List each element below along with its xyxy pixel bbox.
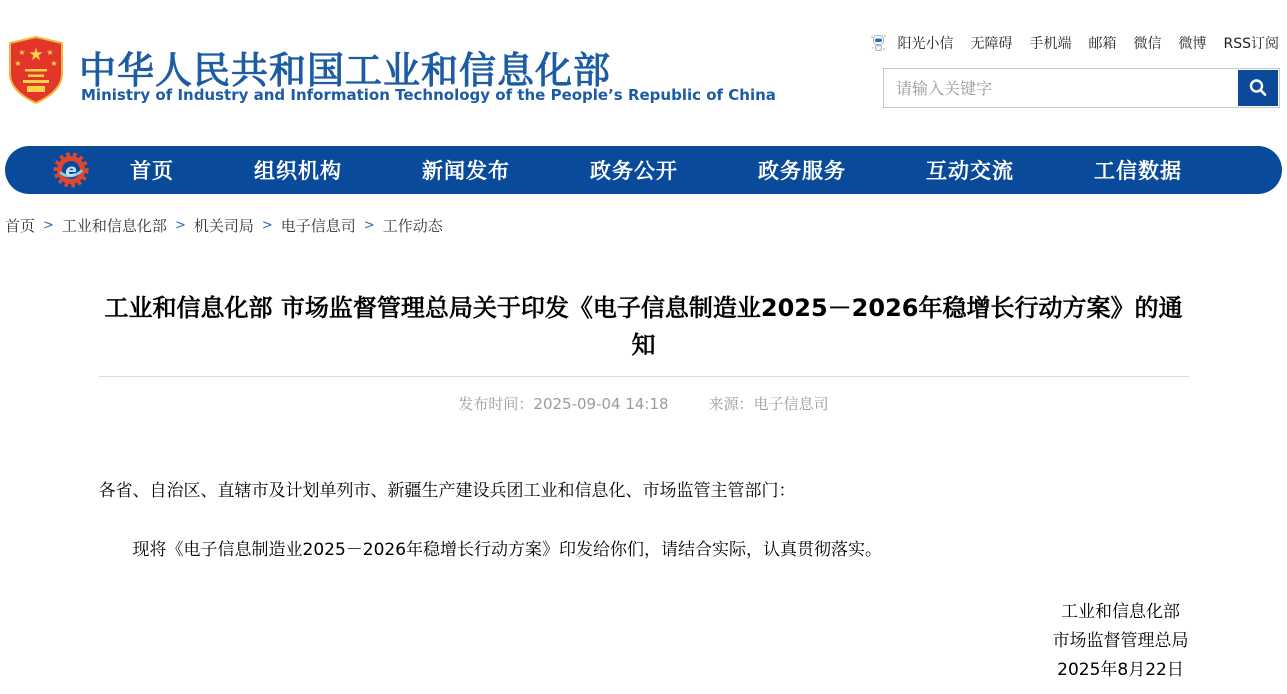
search-input[interactable]: [884, 69, 1236, 107]
svg-text:★: ★: [28, 45, 44, 65]
site-subtitle-en: Ministry of Industry and Information Technology of the People’s Republic of China: [81, 86, 776, 104]
utility-link-mail[interactable]: 邮箱: [1088, 36, 1117, 52]
breadcrumb-item-miit[interactable]: 工业和信息化部: [61, 217, 167, 235]
article-meta: [99, 393, 1189, 414]
site-header: [0, 0, 1287, 140]
national-emblem-icon: [8, 36, 64, 108]
article-paragraph-addressees: 各省、自治区、直辖市及计划单列市、新疆生产建设兵团工业和信息化、市场监管主管部门：: [98, 481, 796, 501]
nav-item-miit-data[interactable]: 工信数据: [1094, 159, 1182, 183]
svg-text:★: ★: [46, 48, 54, 57]
search-button[interactable]: [1238, 70, 1278, 106]
breadcrumb: [5, 215, 1287, 236]
article-title: 工业和信息化部 市场监督管理总局关于印发《电子信息制造业2025－2026年稳增长行动方案》的通知: [104, 294, 1183, 359]
nav-item-home[interactable]: 首页: [130, 159, 174, 183]
svg-text:e: e: [65, 161, 77, 181]
publish-time-label: 发布时间：: [458, 395, 534, 413]
svg-text:★: ★: [14, 59, 22, 68]
svg-text:★: ★: [50, 59, 58, 68]
search-bar: [883, 68, 1280, 108]
utility-link-accessibility[interactable]: 无障碍: [970, 36, 1013, 52]
breadcrumb-separator: >: [43, 218, 54, 233]
breadcrumb-separator: >: [174, 218, 186, 233]
utility-bar: [869, 33, 1279, 53]
mascot-robot-icon: [869, 33, 888, 53]
article-paragraph-body: 现将《电子信息制造业2025－2026年稳增长行动方案》印发给你们，请结合实际，认真贯彻落实。: [132, 540, 883, 560]
source-label: 来源：: [708, 395, 754, 413]
nav-item-gov-disclosure[interactable]: 政务公开: [590, 159, 678, 183]
article: [99, 290, 1189, 685]
nav-item-organization[interactable]: 组织机构: [254, 159, 342, 183]
title-divider: [99, 376, 1189, 377]
breadcrumb-item-home[interactable]: 首页: [5, 217, 36, 235]
signature-org-samr: 市场监督管理总局: [1052, 631, 1189, 651]
svg-text:★: ★: [18, 48, 26, 57]
nav-item-interaction[interactable]: 互动交流: [926, 159, 1014, 183]
utility-link-rss[interactable]: RSS订阅: [1223, 36, 1279, 52]
breadcrumb-item-electronic-info-dept[interactable]: 电子信息司: [280, 217, 356, 235]
breadcrumb-separator: >: [261, 218, 273, 233]
search-icon: [1247, 77, 1269, 99]
utility-link-sunshine-xiaoxin[interactable]: 阳光小信: [897, 36, 954, 52]
utility-link-mobile[interactable]: 手机端: [1029, 36, 1072, 52]
nav-item-news[interactable]: 新闻发布: [422, 159, 510, 183]
breadcrumb-item-departments[interactable]: 机关司局: [193, 217, 254, 235]
signature-org-miit: 工业和信息化部: [1061, 602, 1180, 622]
breadcrumb-item-work-news[interactable]: 工作动态: [382, 217, 443, 235]
signature-block: [1053, 598, 1189, 685]
source-value: 电子信息司: [753, 395, 829, 413]
utility-link-weibo[interactable]: 微博: [1178, 36, 1207, 52]
signature-date: 2025年8月22日: [1057, 660, 1184, 680]
nav-item-gov-services[interactable]: 政务服务: [758, 159, 846, 183]
site-title: 中华人民共和国工业和信息化部: [79, 49, 611, 92]
nav-items: [92, 155, 1282, 185]
publish-time-value: 2025-09-04 14:18: [533, 395, 669, 413]
miit-gear-icon: [50, 149, 92, 191]
utility-link-wechat[interactable]: 微信: [1133, 36, 1162, 52]
main-nav: [5, 146, 1282, 194]
breadcrumb-separator: >: [363, 218, 375, 233]
